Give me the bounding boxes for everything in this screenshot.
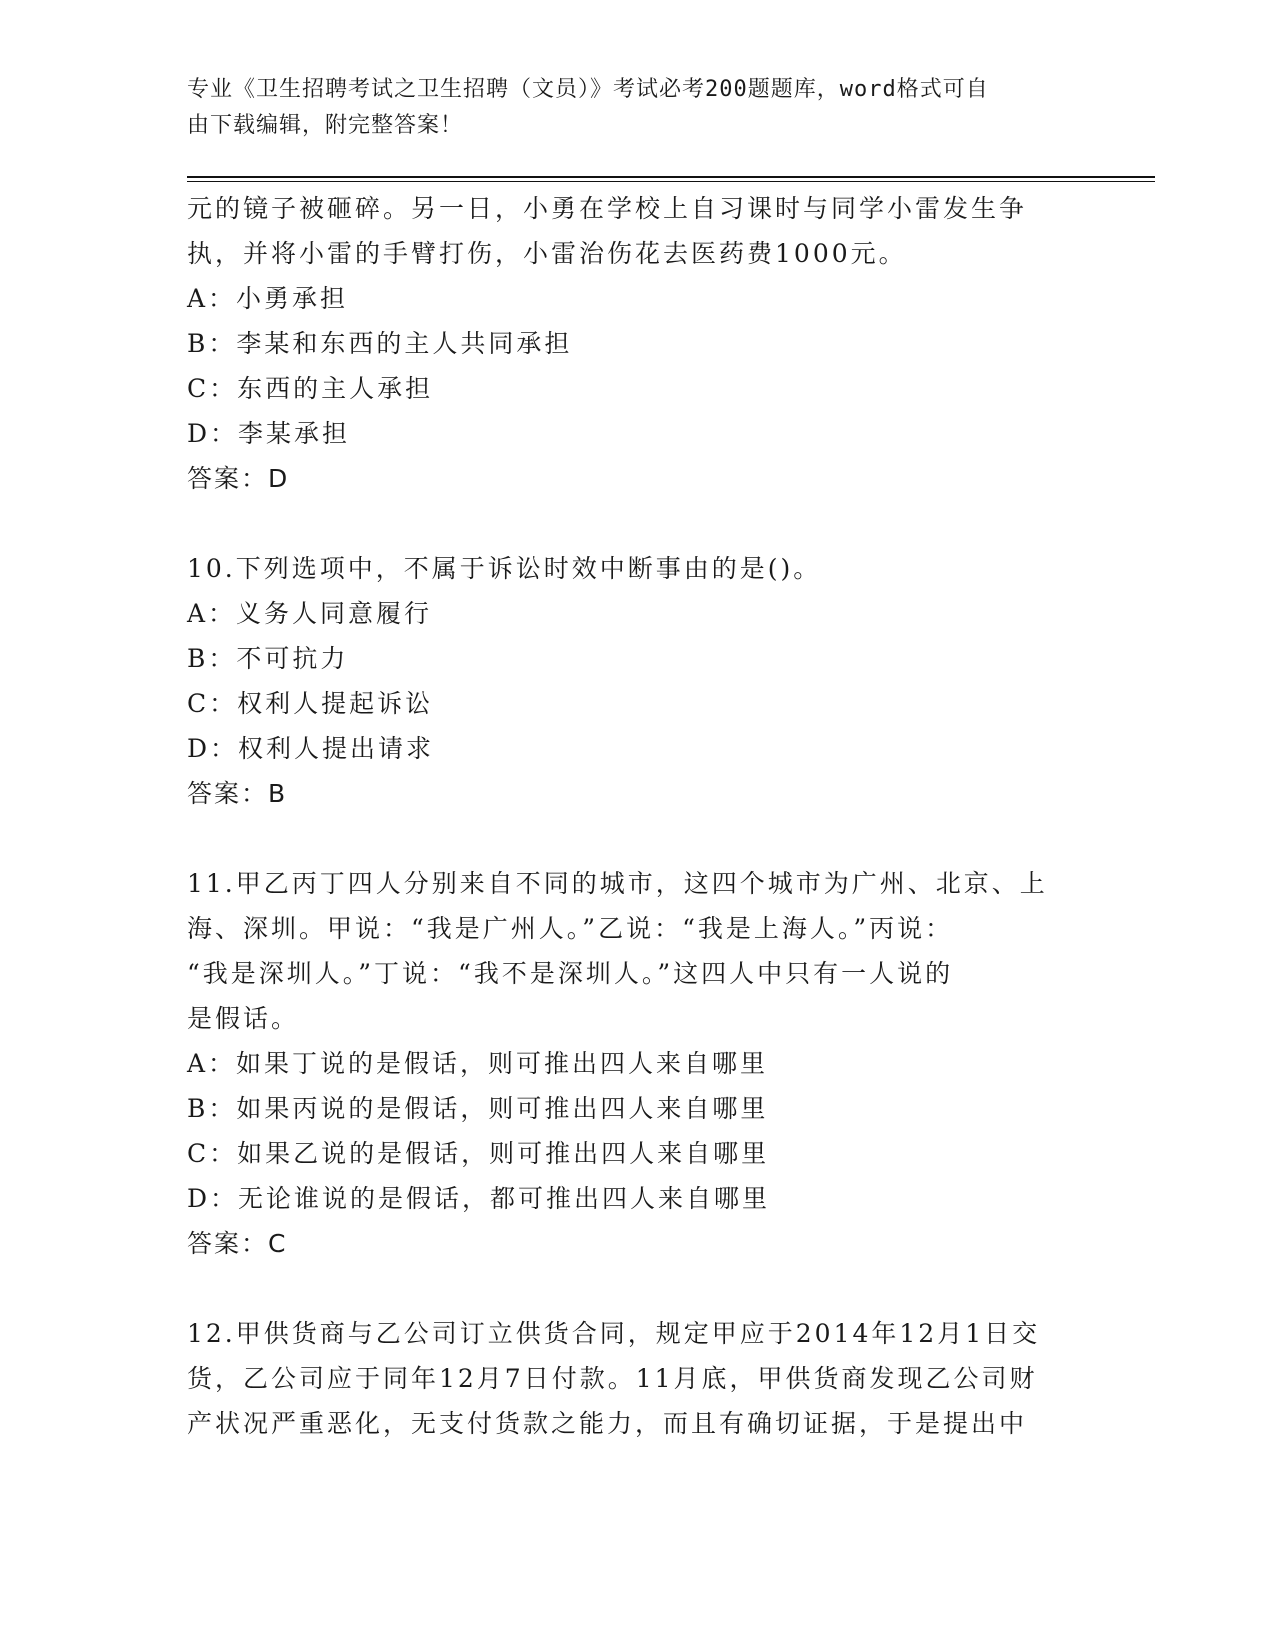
question-9-stem-line-2: 执，并将小雷的手臂打伤，小雷治伤花去医药费1000元。 xyxy=(187,239,907,268)
question-12-stem-line-1: 12.甲供货商与乙公司订立供货合同，规定甲应于2014年12月1日交 xyxy=(187,1319,1041,1348)
question-11-option-b: B：如果丙说的是假话，则可推出四人来自哪里 xyxy=(187,1094,769,1123)
question-11-option-d: D：无论谁说的是假话，都可推出四人来自哪里 xyxy=(187,1184,771,1213)
question-11-stem-line-1: 11.甲乙丙丁四人分别来自不同的城市，这四个城市为广州、北京、上 xyxy=(187,869,1048,898)
question-10-stem-line-1: 10.下列选项中，不属于诉讼时效中断事由的是()。 xyxy=(187,554,822,583)
question-10-option-c: C：权利人提起诉讼 xyxy=(187,689,434,718)
header-line-2: 由下载编辑，附完整答案！ xyxy=(187,113,464,138)
question-10-option-a: A：义务人同意履行 xyxy=(187,599,433,628)
header-line-1: 专业《卫生招聘考试之卫生招聘（文员）》考试必考200题题库，word格式可自 xyxy=(187,77,989,102)
question-9-option-a: A：小勇承担 xyxy=(187,284,349,313)
question-9 xyxy=(187,186,1087,501)
question-11-option-a: A：如果丁说的是假话，则可推出四人来自哪里 xyxy=(187,1049,769,1078)
question-10-option-b: B：不可抗力 xyxy=(187,644,349,673)
question-11-option-c: C：如果乙说的是假话，则可推出四人来自哪里 xyxy=(187,1139,770,1168)
question-11-stem-line-3: “我是深圳人。”丁说：“我不是深圳人。”这四人中只有一人说的 xyxy=(187,959,954,988)
header-divider-thick xyxy=(187,176,1155,178)
question-11-answer: 答案：C xyxy=(187,1229,288,1258)
spacer xyxy=(187,1266,1087,1311)
document-body xyxy=(187,186,1087,1446)
spacer xyxy=(187,816,1087,861)
question-9-stem-line-1: 元的镜子被砸碎。另一日，小勇在学校上自习课时与同学小雷发生争 xyxy=(187,194,1028,223)
question-11-stem-line-2: 海、深圳。甲说：“我是广州人。”乙说：“我是上海人。”丙说： xyxy=(187,914,954,943)
question-9-option-b: B：李某和东西的主人共同承担 xyxy=(187,329,573,358)
document-header xyxy=(187,72,1067,144)
question-10 xyxy=(187,546,1087,816)
question-11-stem-line-4: 是假话。 xyxy=(187,1004,300,1033)
question-12 xyxy=(187,1311,1087,1446)
question-10-answer: 答案：B xyxy=(187,779,288,808)
question-9-option-d: D：李某承担 xyxy=(187,419,351,448)
question-12-stem-line-3: 产状况严重恶化，无支付货款之能力，而且有确切证据，于是提出中 xyxy=(187,1409,1028,1438)
spacer xyxy=(187,501,1087,546)
question-11 xyxy=(187,861,1087,1266)
question-9-answer: 答案：D xyxy=(187,464,290,493)
question-12-stem-line-2: 货，乙公司应于同年12月7日付款。11月底，甲供货商发现乙公司财 xyxy=(187,1364,1038,1393)
question-9-option-c: C：东西的主人承担 xyxy=(187,374,434,403)
question-10-option-d: D：权利人提出请求 xyxy=(187,734,435,763)
header-divider-thin xyxy=(187,181,1155,182)
